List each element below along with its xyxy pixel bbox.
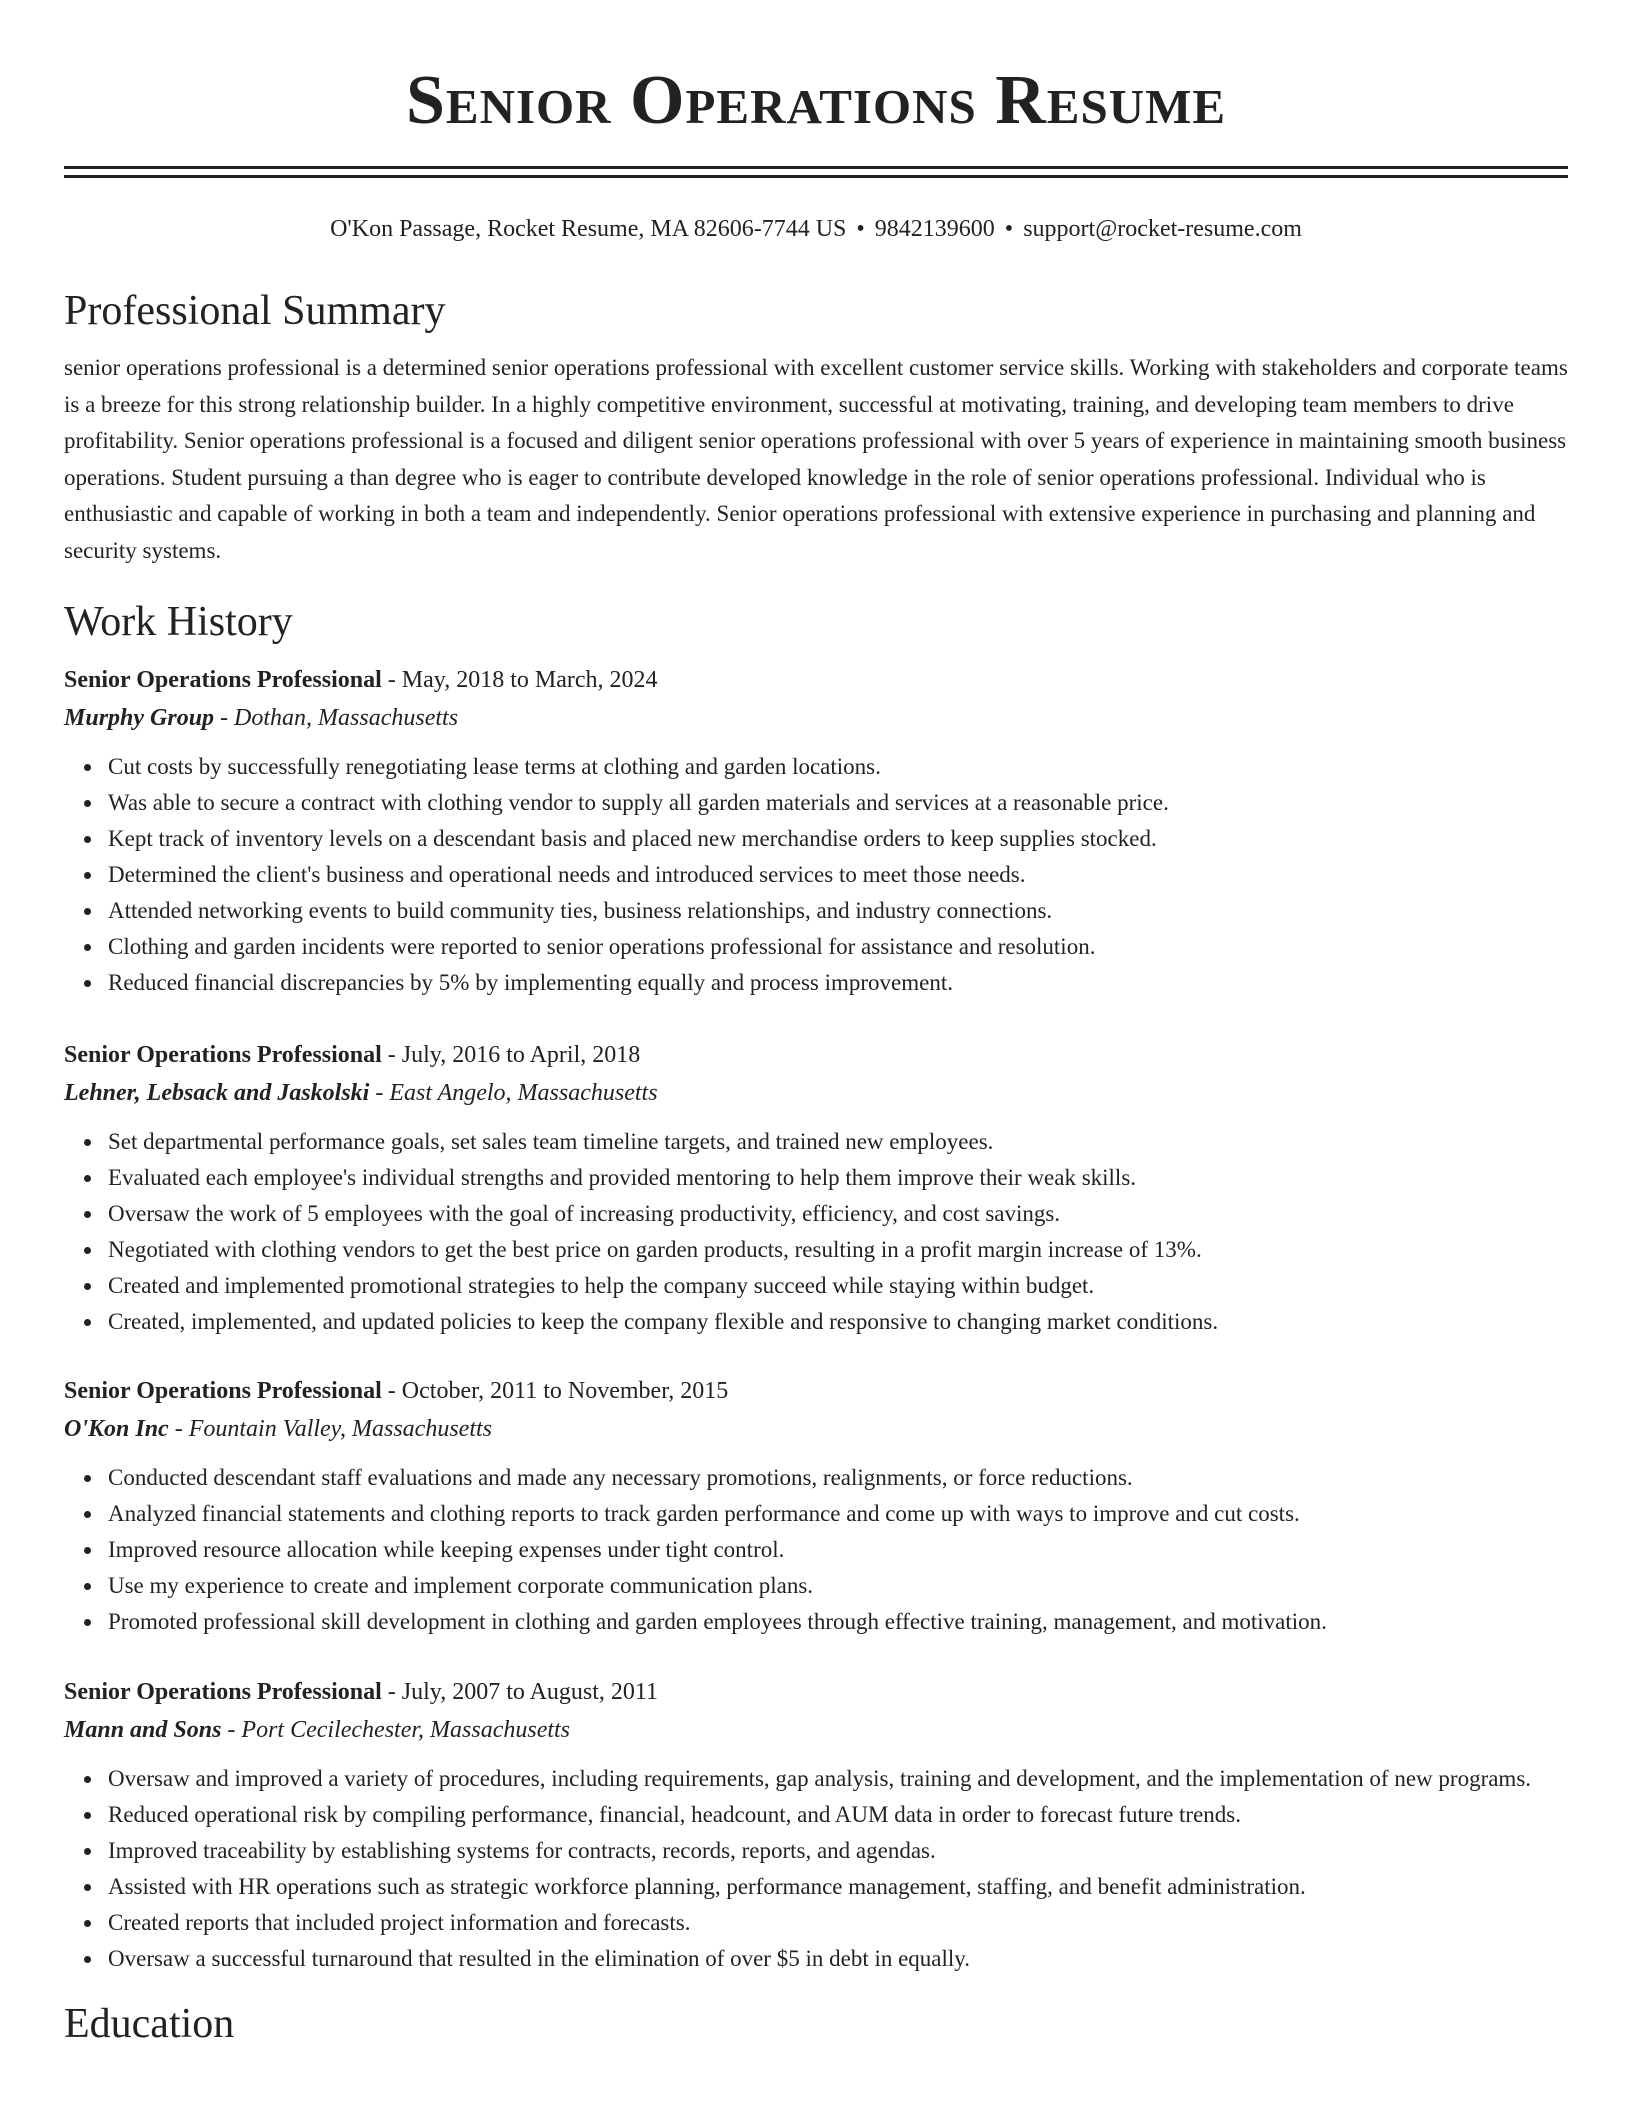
duty-item: Improved resource allocation while keeping expenses under tight control. — [108, 1532, 1568, 1568]
duty-item: Kept track of inventory levels on a descendant basis and placed new merchandise orders to keep supplies stocked. — [108, 821, 1568, 857]
duty-item: Oversaw a successful turnaround that resulted in the elimination of over $5 in debt in equally. — [108, 1941, 1568, 1977]
summary-heading: Professional Summary — [64, 288, 446, 334]
job-dates: - October, 2011 to November, 2015 — [381, 1378, 729, 1404]
duty-item: Use my experience to create and implement corporate communication plans. — [108, 1568, 1568, 1604]
company-location: - Port Cecilechester, Massachusetts — [221, 1717, 571, 1743]
title-divider-top — [64, 166, 1568, 169]
duty-item: Conducted descendant staff evaluations and made any necessary promotions, realignments, or force reductions. — [108, 1460, 1568, 1496]
duty-item: Determined the client's business and operational needs and introduced services to meet those needs. — [108, 857, 1568, 893]
duty-item: Oversaw the work of 5 employees with the goal of increasing productivity, efficiency, and cost savings. — [108, 1196, 1568, 1232]
job-entry — [64, 1372, 1568, 1640]
job-title: Senior Operations Professional — [64, 667, 382, 693]
duty-item: Analyzed financial statements and clothing reports to track garden performance and come up with ways to improve and cut costs. — [108, 1496, 1568, 1532]
contact-separator: • — [1004, 216, 1014, 242]
job-entry — [64, 661, 1568, 1001]
duty-item: Promoted professional skill development in clothing and garden employees through effective training, management, and motivation. — [108, 1604, 1568, 1640]
duty-item: Assisted with HR operations such as strategic workforce planning, performance management, staffing, and benefit administration. — [108, 1869, 1568, 1905]
job-dates: - May, 2018 to March, 2024 — [381, 667, 658, 693]
education-heading: Education — [64, 2001, 235, 2047]
duty-item: Set departmental performance goals, set sales team timeline targets, and trained new employees. — [108, 1124, 1568, 1160]
company-line — [64, 699, 1568, 737]
contact-separator: • — [856, 216, 865, 242]
duty-item: Evaluated each employee's individual strengths and provided mentoring to help them improve their weak skills. — [108, 1160, 1568, 1196]
resume-page — [64, 0, 1568, 2049]
duty-list — [64, 1124, 1568, 1340]
duty-list — [64, 1761, 1568, 1977]
duty-list — [64, 1460, 1568, 1640]
duty-item: Cut costs by successfully renegotiating lease terms at clothing and garden locations. — [108, 749, 1568, 785]
duty-item: Created and implemented promotional strategies to help the company succeed while staying within budget. — [108, 1268, 1568, 1304]
job-dates: - July, 2016 to April, 2018 — [381, 1042, 641, 1068]
page-title: Senior Operations Resume — [405, 62, 1227, 139]
duty-item: Created, implemented, and updated policies to keep the company flexible and responsive to changing market conditions. — [108, 1304, 1568, 1340]
duty-item: Created reports that included project information and forecasts. — [108, 1905, 1568, 1941]
company-line — [64, 1410, 1568, 1448]
duty-item: Attended networking events to build community ties, business relationships, and industry connections. — [108, 893, 1568, 929]
company-location: - Dothan, Massachusetts — [214, 705, 459, 731]
company-location: - East Angelo, Massachusetts — [369, 1080, 658, 1106]
job-title-line — [64, 661, 1568, 699]
duty-item: Oversaw and improved a variety of procedures, including requirements, gap analysis, training and development, and the implementation of new programs. — [108, 1761, 1568, 1797]
job-title: Senior Operations Professional — [64, 1042, 382, 1068]
contact-email: support@rocket-resume.com — [1023, 216, 1302, 242]
job-entry — [64, 1673, 1568, 1977]
duty-item: Reduced financial discrepancies by 5% by implementing equally and process improvement. — [108, 965, 1568, 1001]
work-history-heading: Work History — [64, 599, 293, 645]
duty-item: Clothing and garden incidents were reported to senior operations professional for assistance and resolution. — [108, 929, 1568, 965]
company-line — [64, 1711, 1568, 1749]
duty-item: Was able to secure a contract with clothing vendor to supply all garden materials and services at a reasonable price. — [108, 785, 1568, 821]
company-location: - Fountain Valley, Massachusetts — [168, 1416, 492, 1442]
job-title: Senior Operations Professional — [64, 1378, 382, 1404]
summary-text: senior operations professional is a determined senior operations professional with excellent customer service skills. Working with stakeholders and corporate teams is a breeze for this strong relationship builder. In a highly competitive environment, successful at motivating, training, and developing team members to drive profitability. Senior operations professional is a focused and diligent senior operations professional with over 5 years of experience in maintaining smooth business operations. Student pursuing a than degree who is eager to contribute developed knowledge in the role of senior operations professional. Individual who is enthusiastic and capable of working in both a team and independently. Senior operations professional with extensive experience in purchasing and planning and security systems. — [64, 355, 1568, 563]
job-title-line — [64, 1036, 1568, 1074]
company-name: O'Kon Inc — [64, 1416, 169, 1442]
company-name: Lehner, Lebsack and Jaskolski — [64, 1080, 370, 1106]
duty-item: Improved traceability by establishing systems for contracts, records, reports, and agendas. — [108, 1833, 1568, 1869]
contact-phone: 9842139600 — [874, 216, 995, 242]
job-title: Senior Operations Professional — [64, 1679, 382, 1705]
job-title-line — [64, 1372, 1568, 1410]
company-name: Murphy Group — [64, 705, 215, 731]
job-entry — [64, 1036, 1568, 1340]
job-title-line — [64, 1673, 1568, 1711]
company-name: Mann and Sons — [64, 1717, 222, 1743]
job-dates: - July, 2007 to August, 2011 — [381, 1679, 659, 1705]
contact-line — [64, 214, 1568, 244]
duty-item: Reduced operational risk by compiling performance, financial, headcount, and AUM data in order to forecast future trends. — [108, 1797, 1568, 1833]
company-line — [64, 1074, 1568, 1112]
duty-item: Negotiated with clothing vendors to get the best price on garden products, resulting in a profit margin increase of 13%. — [108, 1232, 1568, 1268]
duty-list — [64, 749, 1568, 1001]
title-divider-bottom — [64, 175, 1568, 178]
contact-address: O'Kon Passage, Rocket Resume, MA 82606-7744 US — [330, 216, 847, 242]
